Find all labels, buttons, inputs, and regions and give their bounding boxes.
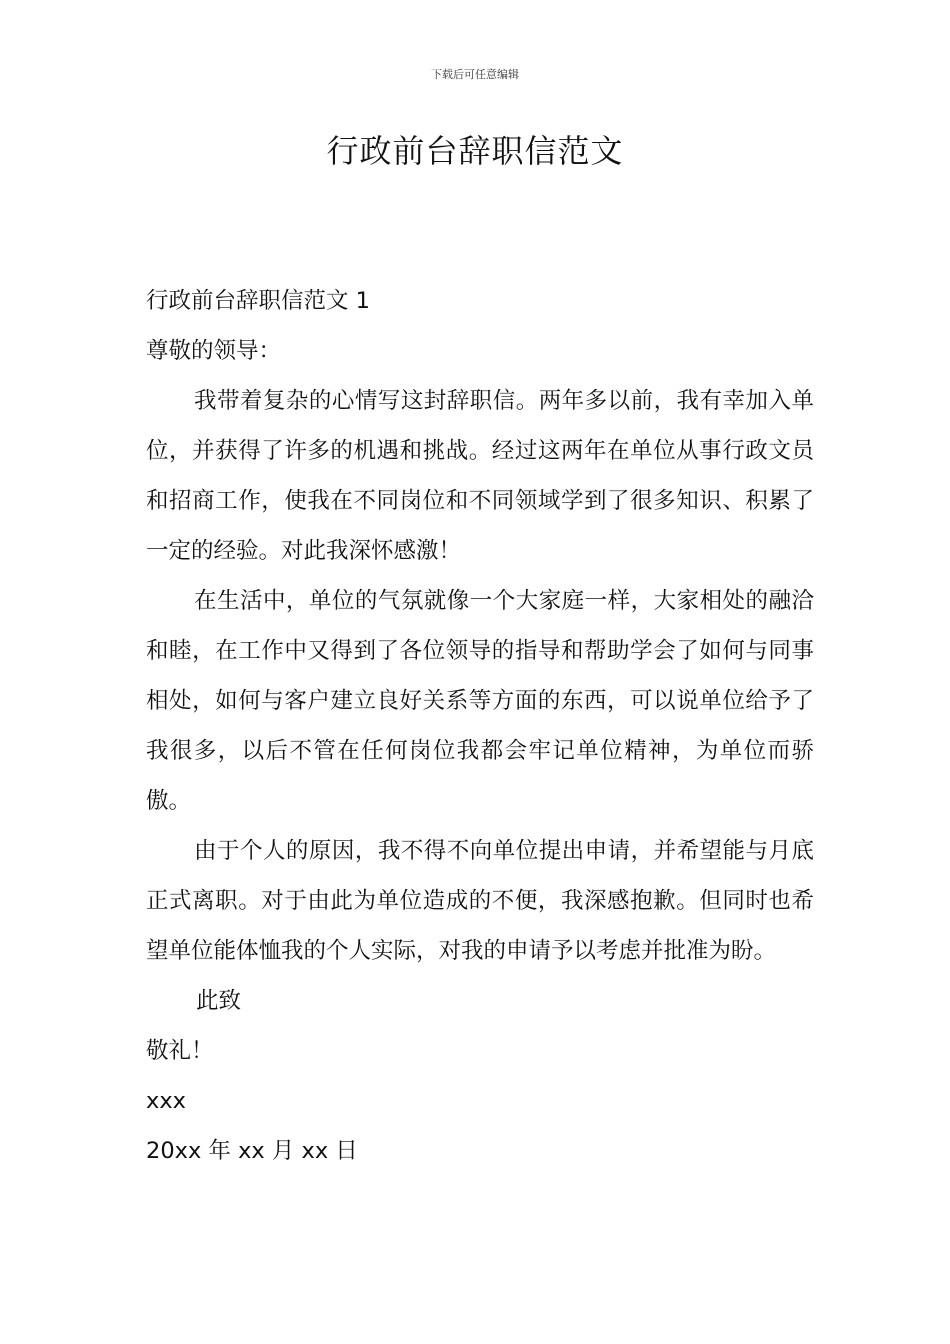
closing-line-1: 此致 (196, 988, 242, 1014)
paragraph-2: 在生活中，单位的气氛就像一个大家庭一样，大家相处的融洽和睦，在工作中又得到了各位领导的指导和帮助学会了如何与同事相处，如何与客户建立良好关系等方面的东西，可以说单位给予了我很多，以后不管在任何岗位我都会牢记单位精神，为单位而骄傲。 (146, 588, 814, 814)
document-title: 行政前台辞职信范文 (326, 132, 624, 170)
closing-line-2: 敬礼！ (146, 1038, 214, 1064)
header-note: 下载后可任意编辑 (431, 68, 519, 81)
letter-date: 20xx 年 xx 月 xx 日 (146, 1138, 358, 1164)
paragraph-3: 由于个人的原因，我不得不向单位提出申请，并希望能与月底正式离职。对于由此为单位造成的不便，我深感抱歉。但同时也希望单位能体恤我的个人实际，对我的申请予以考虑并批准为盼。 (146, 838, 814, 964)
paragraph-1: 我带着复杂的心情写这封辞职信。两年多以前，我有幸加入单位，并获得了许多的机遇和挑战。经过这两年在单位从事行政文员和招商工作，使我在不同岗位和不同领域学到了很多知识、积累了一定的经验。对此我深怀感激！ (146, 388, 814, 564)
letter-subtitle: 行政前台辞职信范文 1 (146, 288, 370, 314)
document-body (146, 276, 814, 1176)
letter-salutation: 尊敬的领导： (146, 338, 282, 364)
signature: xxx (146, 1088, 186, 1114)
